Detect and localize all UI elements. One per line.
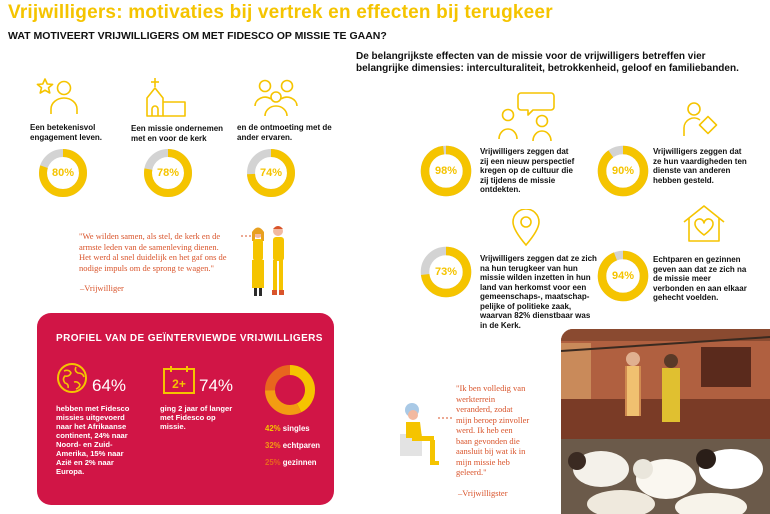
effects-intro: De belangrijkste effecten van de missie voor de vrijwilligers betreffen vier belangrijke dimensies: interculturaliteit, betrokkenheid, geloof en familiebanden. bbox=[356, 51, 739, 74]
home-heart-icon bbox=[681, 203, 727, 245]
profile-title: PROFIEL VAN DE GEÏNTERVIEWDE VRIJWILLIGERS bbox=[56, 333, 323, 344]
profile-stat-2-text: ging 2 jaar of langer met Fidesco op missie. bbox=[160, 404, 233, 431]
effect-label-1: Vrijwilligers zeggen dat zij een nieuw perspectief kregen op de cultuur die zij tijdens de missie ontdekten. bbox=[480, 147, 575, 194]
motive-percent-2: 78% bbox=[156, 167, 180, 179]
globe-icon bbox=[56, 362, 88, 394]
people-meeting-icon bbox=[252, 78, 300, 118]
quote-1-source: –Vrijwilliger bbox=[80, 283, 124, 293]
conversation-icon bbox=[497, 91, 557, 143]
effect-ring-2 bbox=[597, 145, 649, 197]
motive-label-3: en de ontmoeting met de ander ervaren. bbox=[237, 123, 332, 142]
effect-label-3: Vrijwilligers zeggen dat ze zich na hun terugkeer van hun missie wilden inzetten in hun land van herkomst voor een gemeenschaps-, maatschap- pelijke of politieke zaak, waarvan 82% dienstbaar was in de Kerk. bbox=[480, 254, 597, 330]
motive-percent-1: 80% bbox=[51, 167, 75, 179]
calendar-icon bbox=[162, 365, 196, 395]
profile-donut bbox=[264, 364, 316, 416]
village-photo bbox=[561, 329, 770, 514]
section-subtitle: WAT MOTIVEERT VRIJWILLIGERS OM MET FIDESCO OP MISSIE TE GAAN? bbox=[8, 30, 387, 42]
effect-label-2: Vrijwilligers zeggen dat ze hun vaardigheden ten dienste van anderen hebben gesteld. bbox=[653, 147, 747, 185]
church-icon bbox=[141, 76, 189, 118]
effect-percent-3: 73% bbox=[434, 266, 458, 278]
profile-stat-2-value: 74% bbox=[199, 376, 234, 395]
calendar-icon-text: 2+ bbox=[172, 377, 186, 391]
donut-legend-gezinnen: 25% gezinnen bbox=[265, 458, 317, 467]
motive-ring-3 bbox=[246, 148, 296, 198]
profile-stat-1-value: 64% bbox=[92, 376, 127, 395]
quote-1: "We wilden samen, als stel, de kerk en de armste leden van de samenleving dienen. Het werd al snel duidelijk en het gaf ons de nodige impuls om de sprong te wagen." bbox=[79, 231, 227, 273]
star-person-icon bbox=[34, 76, 82, 116]
donut-legend-echtparen: 32% echtparen bbox=[265, 441, 321, 450]
quote-2-source: –Vrijwilligster bbox=[458, 488, 508, 498]
seated-volunteer-illustration bbox=[398, 398, 452, 470]
motive-label-2: Een missie ondernemen met en voor de kerk bbox=[131, 124, 224, 143]
effect-percent-4: 94% bbox=[611, 270, 635, 282]
effect-ring-1 bbox=[420, 145, 472, 197]
effect-percent-1: 98% bbox=[434, 165, 458, 177]
location-pin-icon bbox=[509, 209, 543, 249]
motive-percent-3: 74% bbox=[259, 167, 283, 179]
quote-2: "Ik ben volledig van werkterrein veranderd, zodat mijn beroep zinvoller werd. Ik heb een baan gevonden die aansluit bij wat ik in mijn missie heb geleerd." bbox=[456, 383, 530, 477]
profile-stat-1-text: hebben met Fidesco missies uitgevoerd naar het Afrikaanse continent, 24% naar Noord- en Zuid- Amerika, 15% naar Azië en 2% naar Europa. bbox=[56, 404, 130, 476]
helping-person-icon bbox=[680, 100, 722, 138]
motive-label-1: Een betekenisvol engagement leven. bbox=[30, 123, 103, 142]
effect-ring-3 bbox=[420, 246, 472, 298]
page-title: Vrijwilligers: motivaties bij vertrek en effecten bij terugkeer bbox=[8, 2, 553, 23]
motive-ring-2 bbox=[143, 148, 193, 198]
effect-label-4: Echtparen en gezinnen geven aan dat ze zich na de missie meer verbonden en aan elkaar gehecht voelden. bbox=[653, 255, 747, 302]
couple-illustration bbox=[238, 222, 298, 300]
effect-ring-4 bbox=[597, 250, 649, 302]
donut-legend-singles: 42% singles bbox=[265, 424, 310, 433]
motive-ring-1 bbox=[38, 148, 88, 198]
effect-percent-2: 90% bbox=[611, 165, 635, 177]
